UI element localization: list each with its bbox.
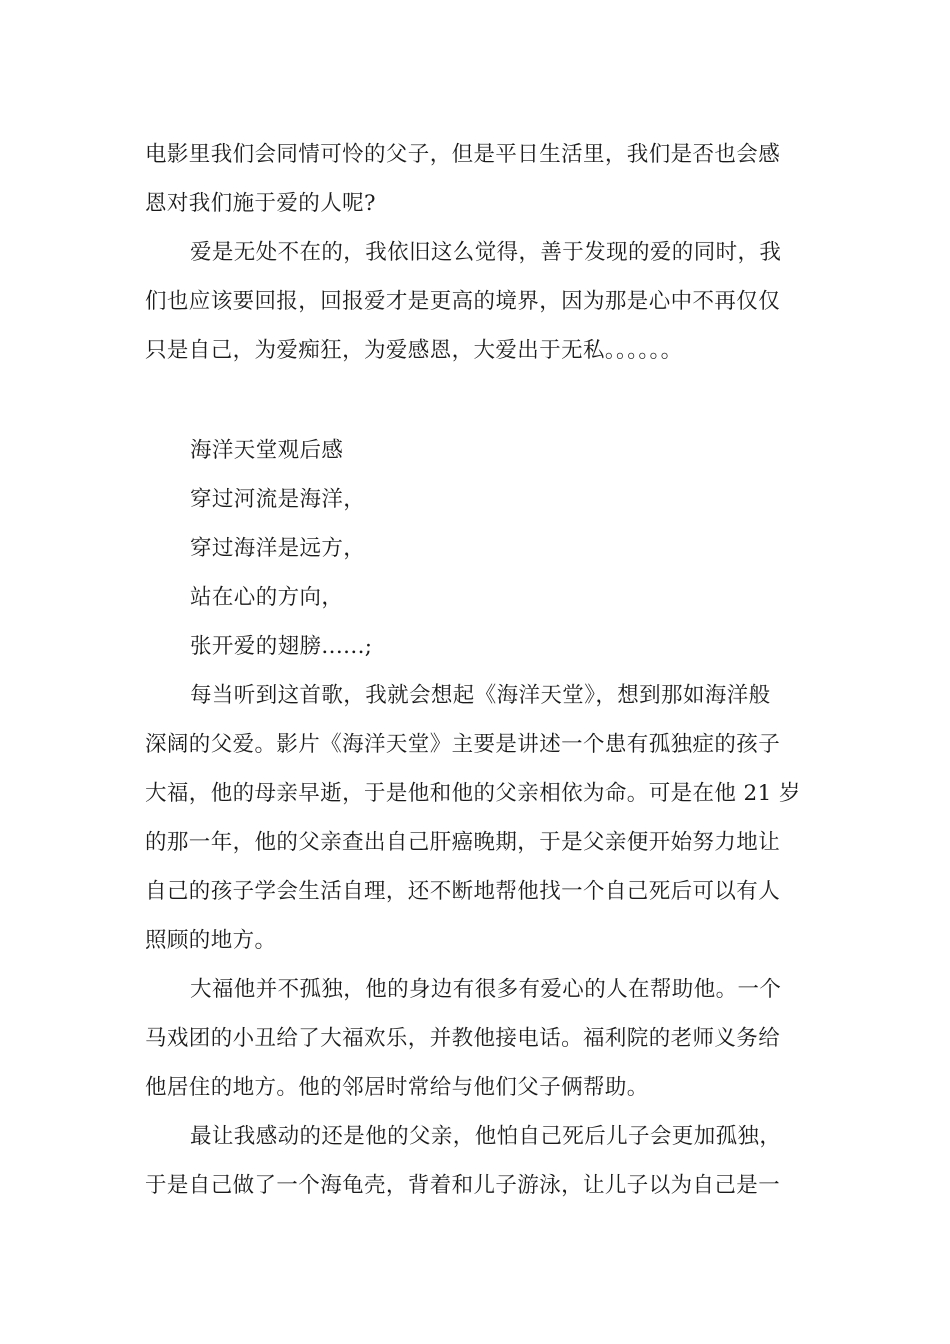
text-line: 爱是无处不在的，我依旧这么觉得，善于发现的爱的同时，我: [190, 240, 782, 265]
document-body: [145, 130, 810, 1210]
paragraph: [145, 965, 810, 1112]
text-line: 的那一年，他的父亲查出自己肝癌晚期，于是父亲便开始努力地让: [145, 830, 781, 855]
blank-line: [145, 375, 810, 426]
text-line: 他居住的地方。他的邻居时常给与他们父子俩帮助。: [145, 1075, 649, 1100]
text-line: 照顾的地方。: [145, 928, 277, 953]
paragraph: [145, 1112, 810, 1210]
poem-line: 穿过河流是海洋，: [190, 487, 366, 512]
text-line: 马戏团的小丑给了大福欢乐，并教他接电话。福利院的老师义务给: [145, 1026, 781, 1051]
text-line: 每当听到这首歌，我就会想起《海洋天堂》，想到那如海洋般: [190, 683, 771, 708]
essay-title: 海洋天堂观后感: [190, 438, 344, 463]
text-line: 大福，他的母亲早逝，于是他和他的父亲相依为命。可是在他 21 岁: [145, 781, 801, 806]
text-line: 恩对我们施于爱的人呢?: [145, 191, 376, 216]
poem-line: 张开爱的翅膀......;: [190, 634, 373, 659]
text-line: 只是自己，为爱痴狂，为爱感恩，大爱出于无私。。。。。。: [145, 338, 683, 363]
text-line: 电影里我们会同情可怜的父子，但是平日生活里，我们是否也会感: [145, 142, 781, 167]
paragraph: [145, 130, 810, 228]
paragraph: [145, 671, 810, 965]
poem-line: 穿过海洋是远方，: [190, 536, 366, 561]
text-line: 们也应该要回报，回报爱才是更高的境界，因为那是心中不再仅仅: [145, 289, 781, 314]
poem: [145, 475, 810, 671]
text-line: 深阔的父爱。影片《海洋天堂》主要是讲述一个患有孤独症的孩子: [145, 732, 781, 757]
poem-line: 站在心的方向，: [190, 585, 344, 610]
paragraph: [145, 228, 810, 375]
text-line: 大福他并不孤独，他的身边有很多有爱心的人在帮助他。一个: [190, 977, 782, 1002]
text-line: 自己的孩子学会生活自理，还不断地帮他找一个自己死后可以有人: [145, 879, 781, 904]
text-line: 最让我感动的还是他的父亲，他怕自己死后儿子会更加孤独，: [190, 1124, 782, 1149]
text-line: 于是自己做了一个海龟壳，背着和儿子游泳，让儿子以为自己是一: [145, 1173, 781, 1198]
